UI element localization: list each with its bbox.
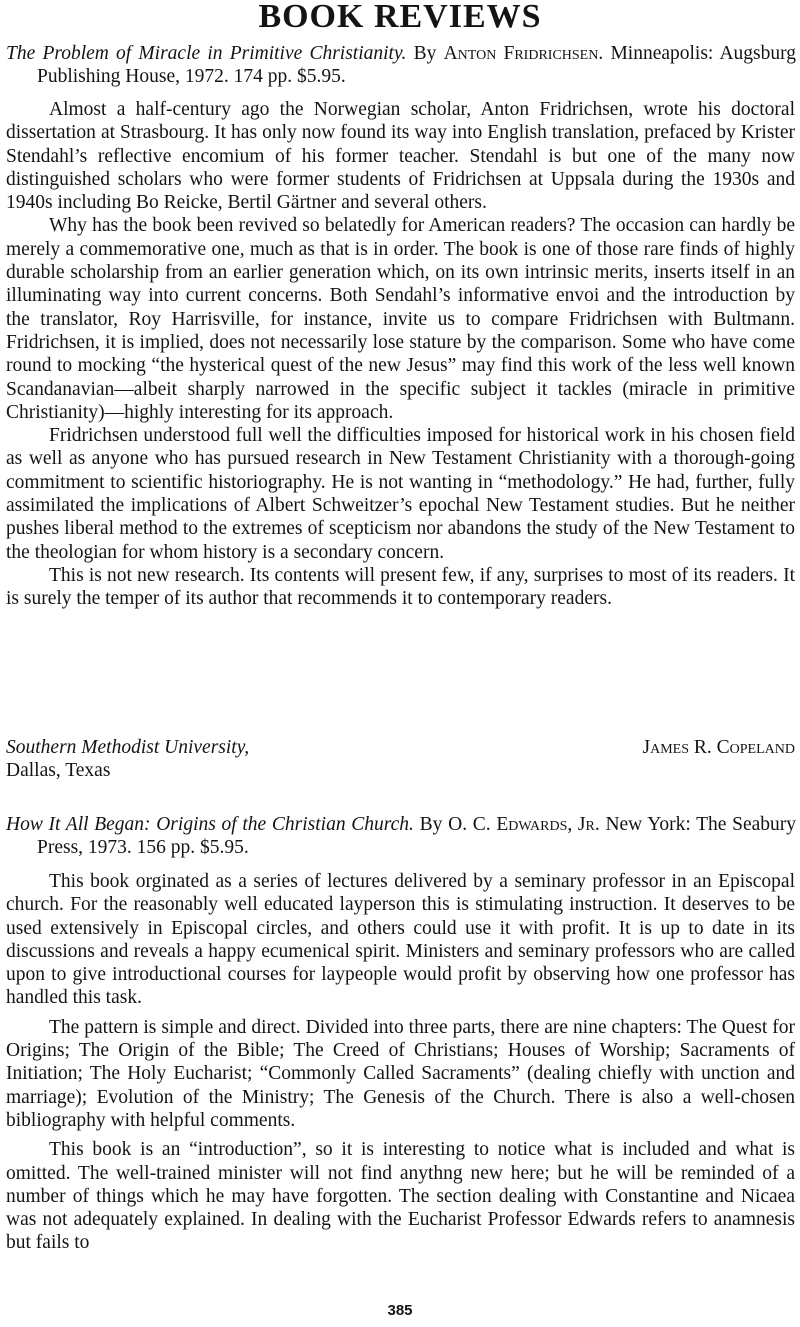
review2-paragraph: This book orginated as a series of lectures delivered by a seminary professor in an Episcopal church. For the reasonably well educated layperson this is stimulating instruction. It deserves to be used extensively in Episcopal circles, and others could use it with profit. It is up to date in its discussions and reveals a happy ecumenical spirit. Ministers and seminary professors who are called upon to give introductional courses for laypeople would profit by observing how one professor has handled this task.	[6, 871, 795, 1009]
review1-paragraph: Almost a half-century ago the Norwegian scholar, Anton Fridrichsen, wrote his doctoral dissertation at Strasbourg. It has only now found its way into English translation, prefaced by Krister Stendahl’s reflective encomium of his former teacher. Stendahl is but one of the many now distinguished scholars who were former students of Fridrichsen at Uppsala during the 1930s and 1940s including Bo Reicke, Bertil Gärtner and several others.	[6, 99, 795, 214]
review1-paragraph: Why has the book been revived so belatedly for American readers? The occasion can hardly be merely a commemorative one, much as that is in order. The book is one of those rare finds of highly durable scholarship from an earlier generation which, on its own intrinsic merits, inserts itself in an illuminating way into current concerns. Both Sendahl’s informative envoi and the introduction by the translator, Roy Harrisville, for instance, invite us to compare Fridrichsen with Bultmann. Fridrichsen, it is implied, does not necessarily lose stature by the comparison. Some who have come round to mocking “the hysterical quest of the new Jesus” may find this work of the less well known Scandanavian—albeit sharply narrowed in the specific subject it tackles (miracle in primitive Christianity)—highly interesting for its approach.	[6, 215, 795, 423]
review1-book-title: The Problem of Miracle in Primitive Christianity.	[6, 43, 407, 64]
review1-author: Anton Fridrichsen.	[443, 43, 604, 64]
review2-publisher: New York: The Seabury Press, 1973. 156 pp. $5.95.	[37, 814, 797, 858]
review1-location: Dallas, Texas	[6, 760, 111, 781]
review1-publisher: Minneapolis: Augsburg Publishing House, 1972. 174 pp. $5.95.	[37, 43, 797, 87]
review1-signature	[6, 736, 795, 784]
review1-reviewer: James R. Copeland	[642, 737, 795, 758]
review1-paragraph: Fridrichsen understood full well the difficulties imposed for historical work in his chosen field as well as anyone who has pursued research in New Testament Christianity with a thorough-going commitment to scientific historiography. He is not wanting in “methodology.” He had, further, fully assimilated the implications of Albert Schweitzer’s epochal New Testament studies. But he neither pushes liberal method to the extremes of scepticism nor abandons the study of the New Testament to the theologian for whom history is a secondary concern.	[6, 425, 795, 563]
review1-by: By	[413, 43, 437, 64]
review2-by: By	[419, 814, 443, 835]
review1-citation	[6, 42, 796, 88]
review1-paragraph: This is not new research. Its contents will present few, if any, surprises to most of its readers. It is surely the temper of its author that recommends it to contemporary readers.	[6, 564, 795, 610]
review1-institution: Southern Methodist University,	[6, 737, 250, 758]
page-number: 385	[387, 1302, 413, 1319]
review2-paragraph: This book is an “introduction”, so it is interesting to notice what is included and what is omitted. The well-trained minister will not find anythng new here; but he will be reminded of a number of things which he may have forgotten. The section dealing with Constantine and Nicaea was not adequately explained. In dealing with the Eucharist Professor Edwards refers to anamnesis but fails to	[6, 1139, 795, 1254]
review2-book-title: How It All Began: Origins of the Christian Church.	[6, 814, 414, 835]
review1-body	[6, 98, 795, 611]
review2-author: O. C. Edwards, Jr.	[448, 814, 600, 835]
review2-body	[6, 870, 795, 1255]
review2-citation	[6, 813, 796, 859]
review2-paragraph: The pattern is simple and direct. Divided into three parts, there are nine chapters: The Quest for Origins; The Origin of the Bible; The Creed of Christians; Houses of Worship; Sacraments of Initiation; The Holy Eucharist; “Commonly Called Sacraments” (dealing chiefly with unction and marriage); Evolution of the Ministry; The Genesis of the Church. There is also a well-chosen bibliography with helpful comments.	[6, 1016, 795, 1131]
page-title: BOOK REVIEWS	[258, 0, 542, 35]
